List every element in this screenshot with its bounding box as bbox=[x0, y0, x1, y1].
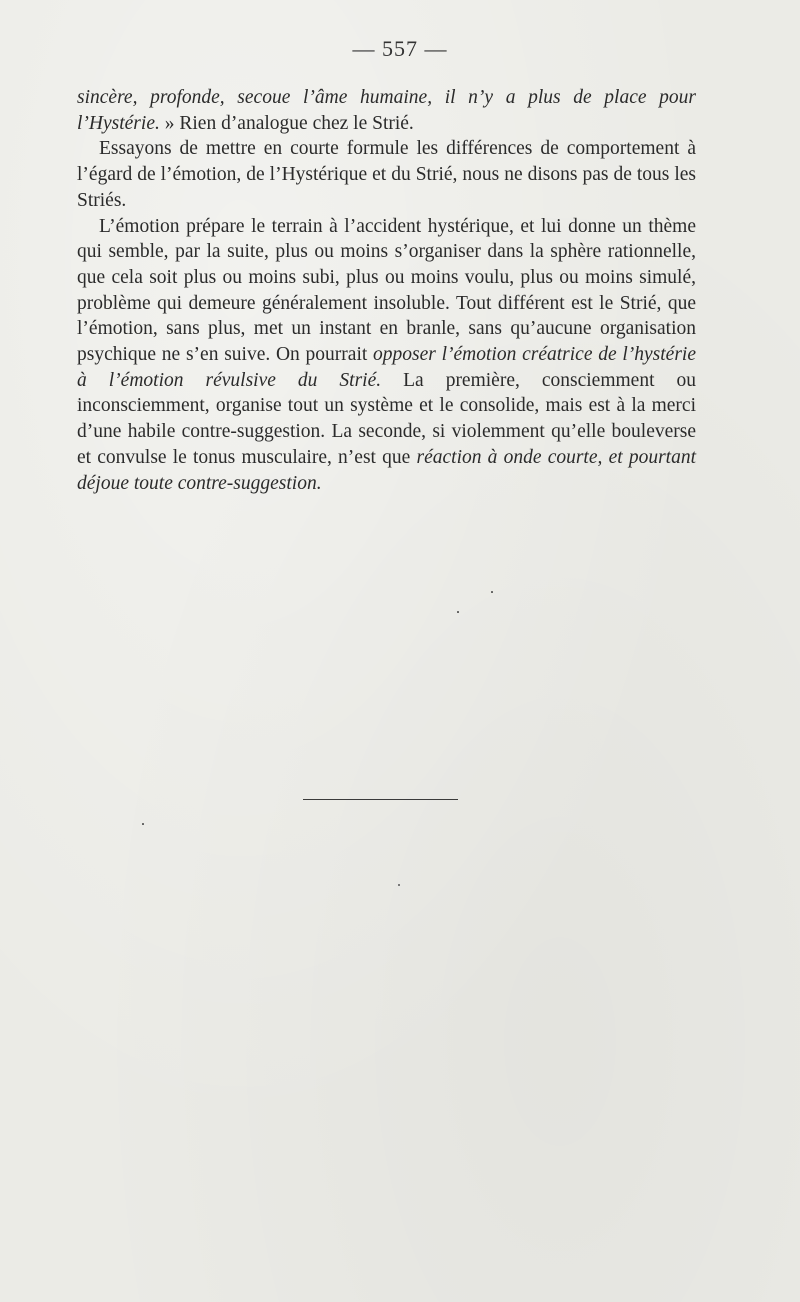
paper-speck bbox=[142, 823, 144, 825]
text-segment: L’émotion prépare le terrain à l’accident hystérique, et lui donne un thème qui semble, par la suite, plus ou moins s’organiser dans la sphère rationnelle, que cela soit plus ou moins subi, plus ou moins voulu, plus ou moins simulé, problème qui demeure généralement insoluble. Tout différent est le Strié, que l’émotion, sans plus, met un instant en branle, sans qu’aucune organisation psychique ne s’en suive. On pourrait bbox=[77, 215, 696, 366]
paper-speck bbox=[457, 611, 459, 613]
section-rule bbox=[303, 799, 458, 800]
italic-segment: sincère, profonde, secoue l’âme humaine, il n’y a plus de place pour l’Hystérie. bbox=[77, 87, 696, 134]
paragraph-2 bbox=[77, 136, 696, 213]
text-segment: » Rien d’analogue chez le Strié. bbox=[159, 112, 414, 134]
text-segment: Essayons de mettre en courte formule les différences de comportement à l’égard de l’émotion, de l’Hystérique et du Strié, nous ne disons pas de tous les Striés. bbox=[77, 138, 696, 211]
paragraph-3 bbox=[77, 214, 696, 497]
body-text bbox=[77, 85, 696, 496]
paragraph-1 bbox=[77, 85, 696, 136]
text-segment: La première, consciemment ou inconsciemment, organise tout un système et le consolide, mais est à la merci d’une habile contre-suggestion. La seconde, si violemment qu’elle bouleverse et convulse le tonus musculaire, n’est que bbox=[77, 369, 696, 468]
page-number: — 557 — bbox=[352, 36, 448, 61]
italic-segment: réaction à onde courte, et pourtant déjoue toute contre-suggestion. bbox=[77, 446, 696, 494]
italic-segment: opposer l’émotion créatrice de l’hystérie à l’émotion révulsive du Strié. bbox=[77, 344, 696, 391]
paper-speck bbox=[398, 884, 400, 886]
paper-speck bbox=[491, 591, 493, 593]
